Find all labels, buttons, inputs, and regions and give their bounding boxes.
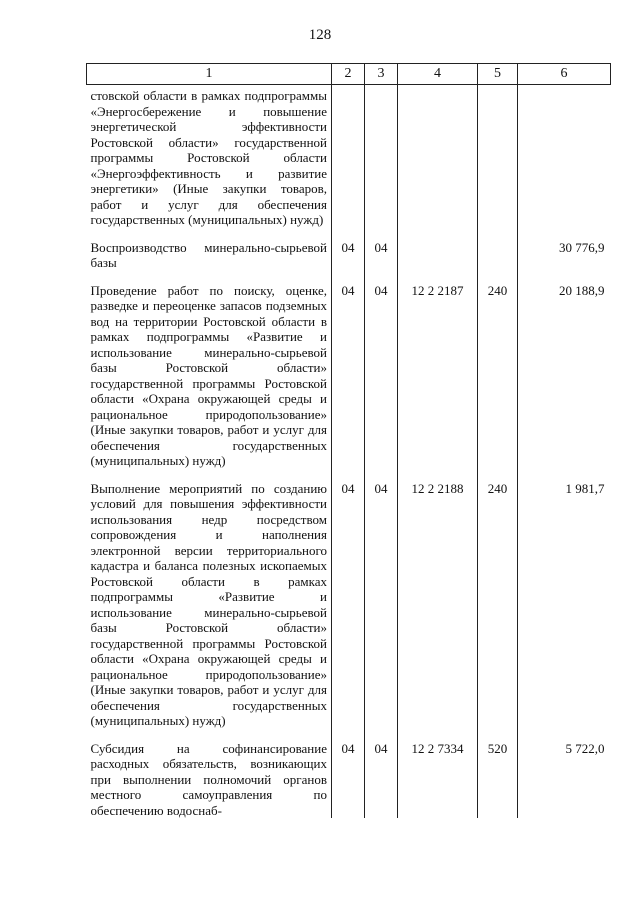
row-expense-type: 520: [478, 729, 518, 819]
table-row: [87, 85, 611, 228]
table-row: [87, 271, 611, 469]
row-name: Проведение работ по поиску, оценке, разведке и переоценке запасов подземных вод на территории Ростовской области в рамках подпрограммы «Развитие и использование минерально-сырьевой базы Ростовской области» государственной программы Ростовской области «Охрана окружающей среды и рациональное природопользование» (Иные закупки товаров, работ и услуг для обеспечения государственных (муниципальных) нужд): [87, 271, 332, 469]
row-amount: 30 776,9: [559, 239, 605, 255]
row-target-code: 12 2 2188: [398, 469, 478, 729]
row-section: 04: [332, 469, 365, 729]
row-section: 04: [332, 228, 365, 271]
row-amount: 20 188,9: [559, 282, 605, 298]
row-amount: 5 722,0: [565, 740, 605, 756]
row-name: Воспроизводство минерально-сырьевой базы: [87, 228, 332, 271]
row-subsection: [365, 85, 398, 228]
page-number: 128: [308, 27, 332, 43]
row-name: Субсидия на софинансирование расходных обязательств, возникающих при выполнении полномочий органов местного самоуправления по обеспечению водоснаб-: [87, 729, 332, 819]
header-col-4: 4: [398, 64, 478, 85]
table-row: [87, 469, 611, 729]
row-expense-type: [478, 228, 518, 271]
row-target-code: [398, 228, 478, 271]
row-expense-type: [478, 85, 518, 228]
row-expense-type: 240: [478, 271, 518, 469]
table-header: [87, 64, 611, 85]
header-col-3: 3: [365, 64, 398, 85]
row-subsection: 04: [365, 271, 398, 469]
row-subsection: 04: [365, 469, 398, 729]
row-name: Выполнение мероприятий по созданию условий для повышения эффективности использования недр посредством сопровождения и наполнения электронной версии территориального кадастра и баланса полезных ископаемых Ростовской области в рамках подпрограммы «Развитие и использование минерально-сырьевой базы Ростовской области» государственной программы Ростовской области «Охрана окружающей среды и рациональное природопользование» (Иные закупки товаров, работ и услуг для обеспечения государственных (муниципальных) нужд): [87, 469, 332, 729]
row-subsection: 04: [365, 729, 398, 819]
row-expense-type: 240: [478, 469, 518, 729]
table-row: [87, 729, 611, 819]
row-target-code: 12 2 2187: [398, 271, 478, 469]
row-amount: 1 981,7: [565, 480, 605, 496]
header-col-1: 1: [87, 64, 332, 85]
header-col-5: 5: [478, 64, 518, 85]
row-section: 04: [332, 271, 365, 469]
header-col-2: 2: [332, 64, 365, 85]
budget-table: [86, 63, 611, 818]
row-section: 04: [332, 729, 365, 819]
row-name: стовской области в рамках подпрограммы «Энергосбережение и повышение энергетической эффективности Ростовской области» государственной программы Ростовской области «Энергоэффективность и развитие энергетики» (Иные закупки товаров, работ и услуг для обеспечения государственных (муниципальных) нужд): [87, 85, 332, 228]
row-target-code: [398, 85, 478, 228]
row-section: [332, 85, 365, 228]
row-subsection: 04: [365, 228, 398, 271]
table-row: [87, 228, 611, 271]
header-col-6: 6: [518, 64, 611, 85]
row-amount: [518, 85, 611, 228]
row-target-code: 12 2 7334: [398, 729, 478, 819]
